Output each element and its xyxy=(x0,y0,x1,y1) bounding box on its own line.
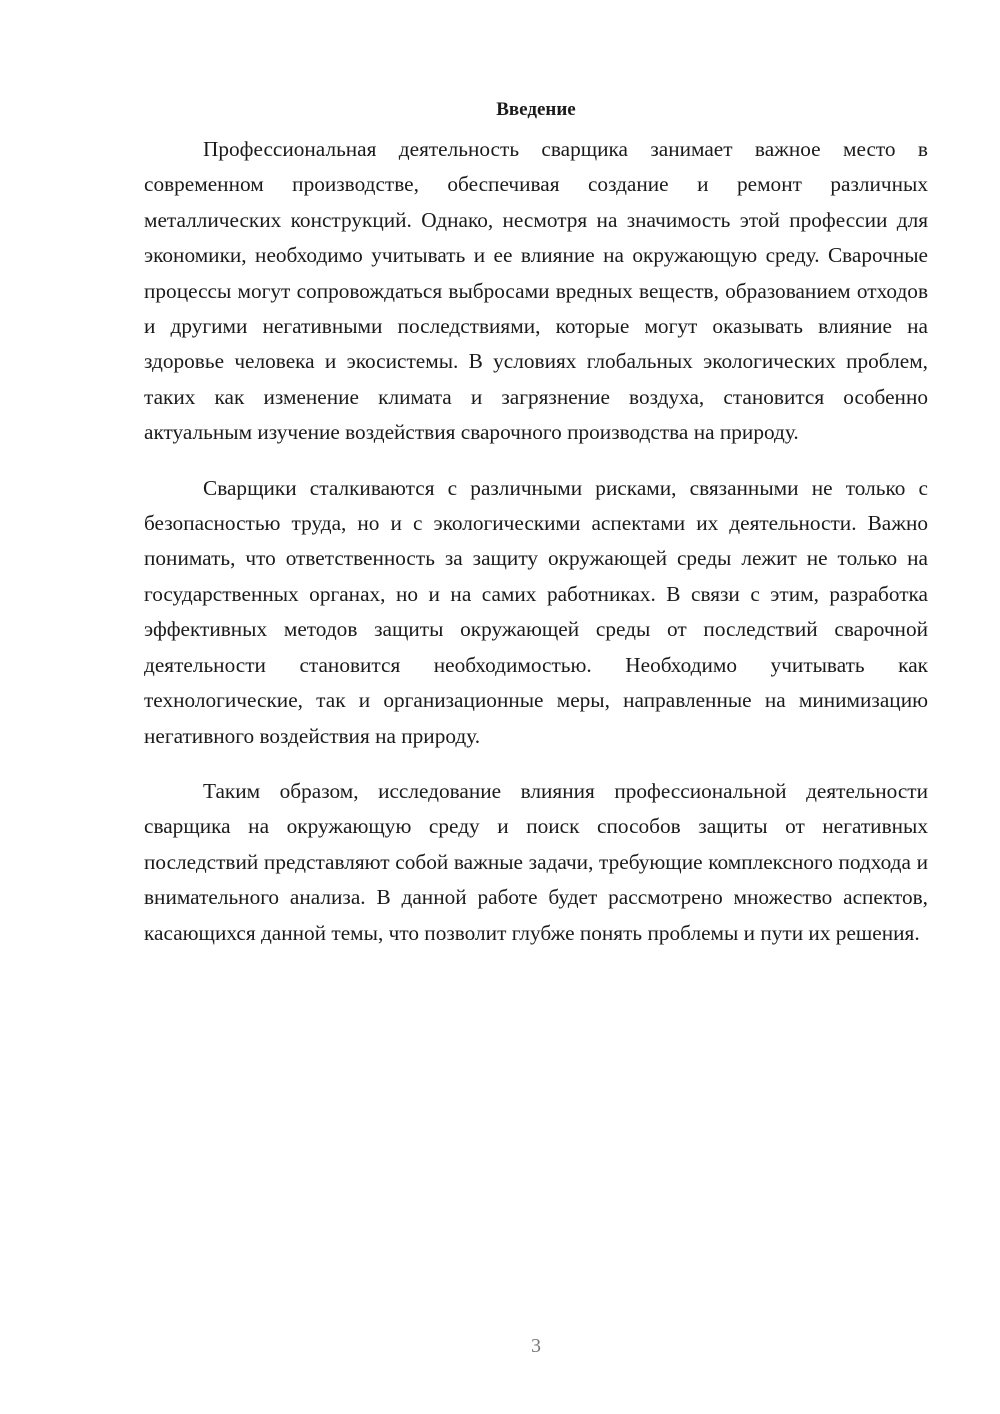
section-title: Введение xyxy=(496,99,576,120)
page-body xyxy=(144,96,928,951)
paragraph: Профессиональная деятельность сварщика занимает важное место в современном производстве, обеспечивая создание и ремонт различных металлических конструкций. Однако, несмотря на значимость этой профессии для экономики, необходимо учитывать и ее влияние на окружающую среду. Сварочные процессы могут сопровождаться выбросами вредных веществ, образованием отходов и другими негативными последствиями, которые могут оказывать влияние на здоровье человека и экосистемы. В условиях глобальных экологических проблем, таких как изменение климата и загрязнение воздуха, становится особенно актуальным изучение воздействия сварочного производства на природу. xyxy=(144,137,928,445)
page-number: 3 xyxy=(531,1335,541,1357)
paragraph: Таким образом, исследование влияния профессиональной деятельности сварщика на окружающую среду и поиск способов защиты от негативных последствий представляют собой важные задачи, требующие комплексного подхода и внимательного анализа. В данной работе будет рассмотрено множество аспектов, касающихся данной темы, что позволит глубже понять проблемы и пути их решения. xyxy=(144,778,928,945)
paragraph: Сварщики сталкиваются с различными рисками, связанными не только с безопасностью труда, но и с экологическими аспектами их деятельности. Важно понимать, что ответственность за защиту окружающей среды лежит не только на государственных органах, но и на самих работниках. В связи с этим, разработка эффективных методов защиты окружающей среды от последствий сварочной деятельности становится необходимостью. Необходимо учитывать как технологические, так и организационные меры, направленные на минимизацию негативного воздействия на природу. xyxy=(144,475,928,748)
